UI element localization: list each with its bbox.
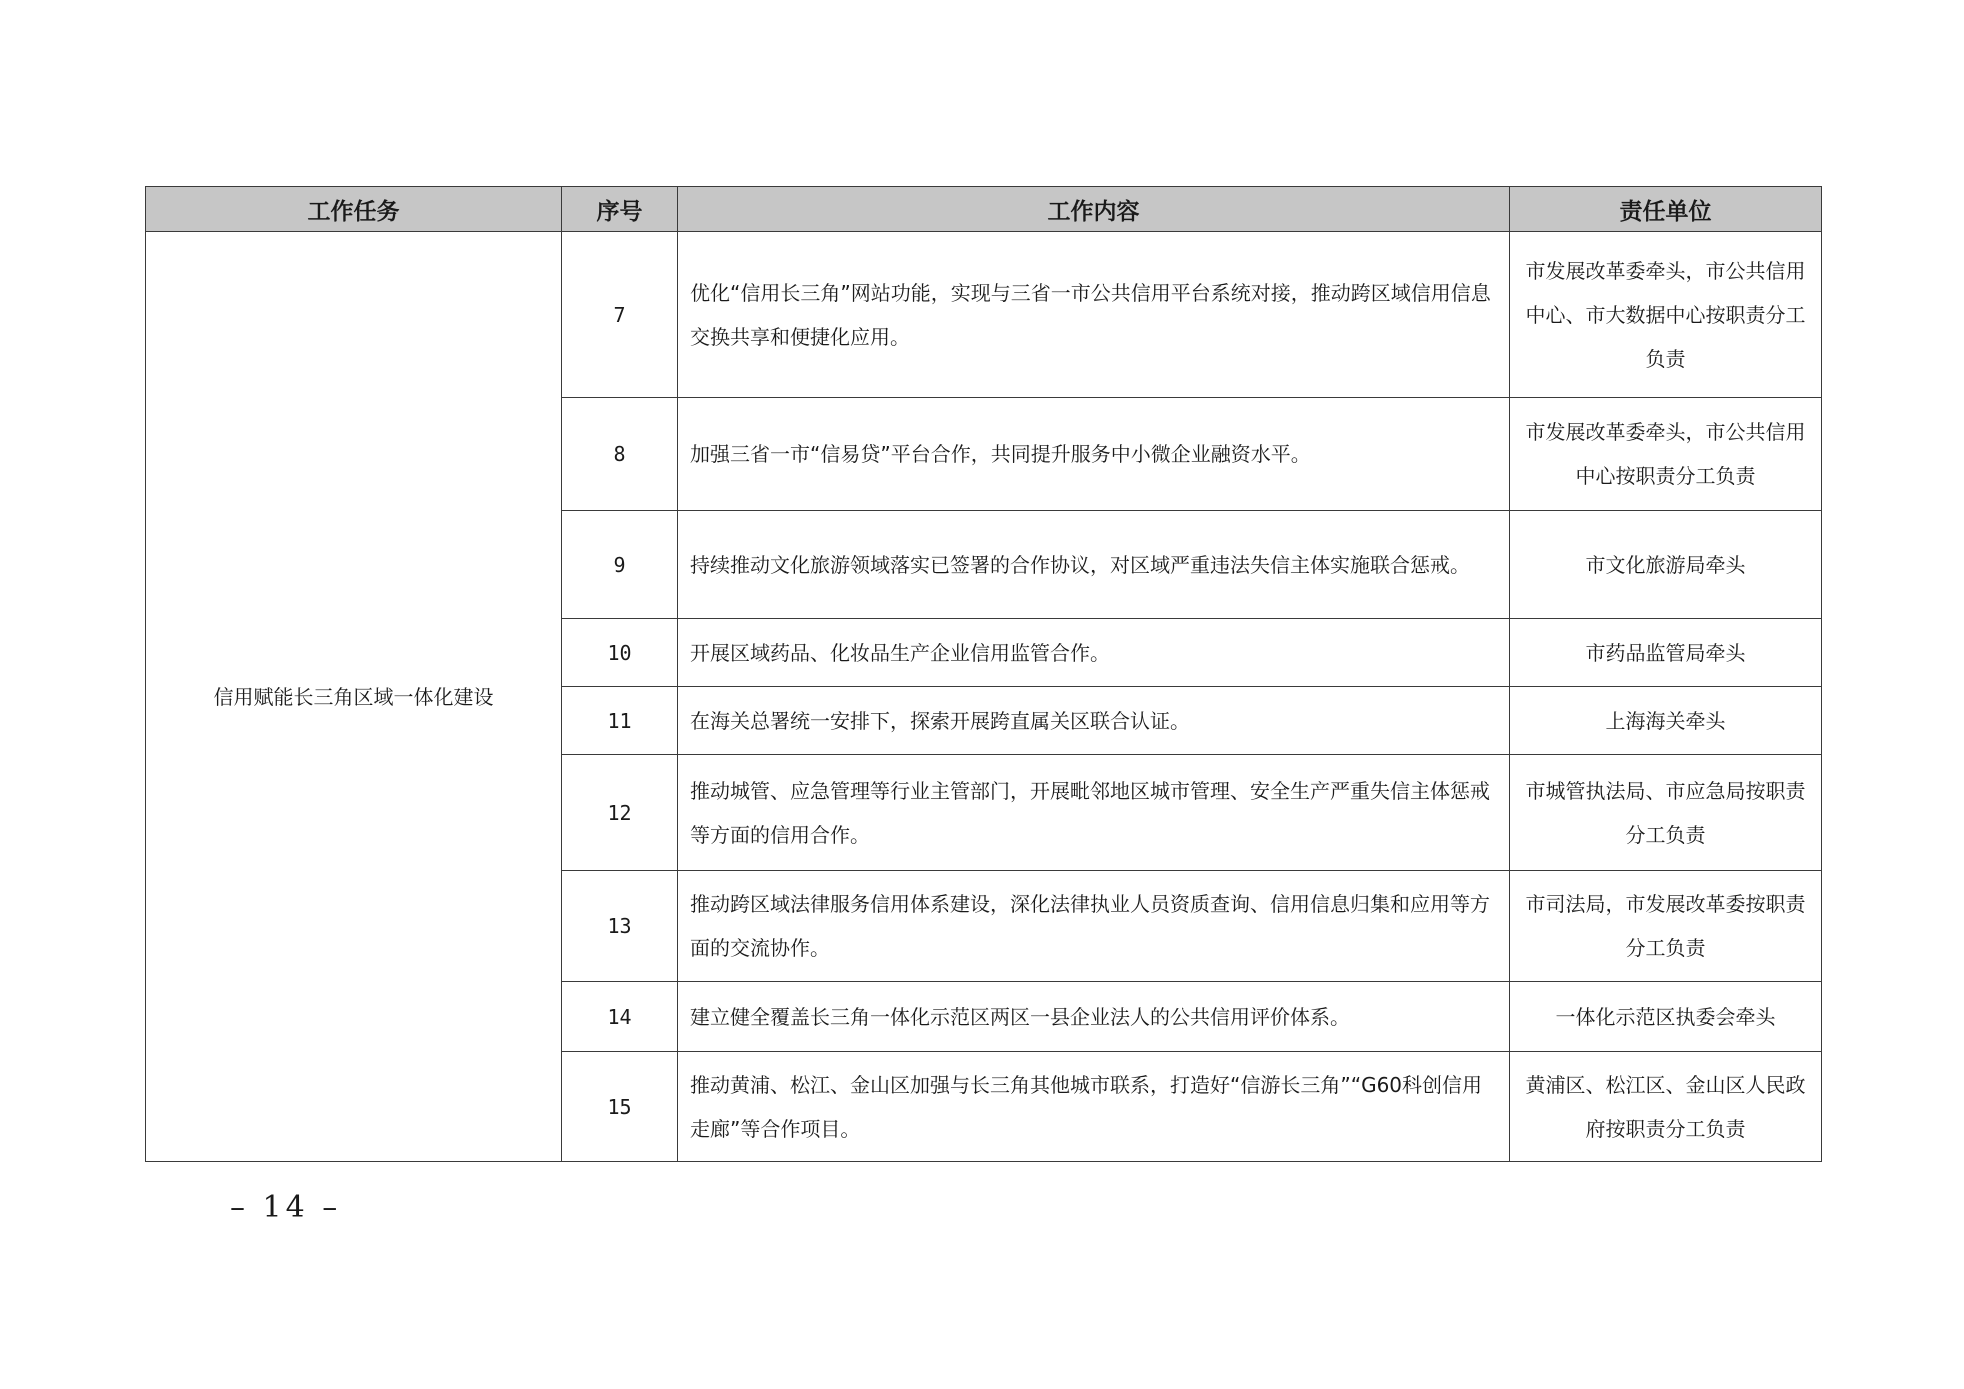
seq-cell: 8 — [562, 398, 678, 511]
content-cell: 推动城管、应急管理等行业主管部门，开展毗邻地区城市管理、安全生产严重失信主体惩戒等方面的信用合作。 — [678, 755, 1510, 871]
content-cell: 推动黄浦、松江、金山区加强与长三角其他城市联系，打造好“信游长三角”“G60科创信用走廊”等合作项目。 — [678, 1052, 1510, 1162]
unit-cell: 上海海关牵头 — [1510, 687, 1822, 755]
seq-cell: 12 — [562, 755, 678, 871]
unit-cell: 市发展改革委牵头，市公共信用中心、市大数据中心按职责分工负责 — [1510, 232, 1822, 398]
table-row — [146, 232, 1822, 398]
seq-cell: 13 — [562, 871, 678, 982]
seq-cell: 14 — [562, 982, 678, 1052]
unit-cell: 市药品监管局牵头 — [1510, 619, 1822, 687]
header-unit: 责任单位 — [1510, 187, 1822, 232]
unit-cell: 市司法局，市发展改革委按职责分工负责 — [1510, 871, 1822, 982]
content-cell: 推动跨区域法律服务信用体系建设，深化法律执业人员资质查询、信用信息归集和应用等方面的交流协作。 — [678, 871, 1510, 982]
page-number: – 14 – — [230, 1190, 342, 1225]
unit-cell: 市文化旅游局牵头 — [1510, 511, 1822, 619]
seq-cell: 7 — [562, 232, 678, 398]
header-task: 工作任务 — [146, 187, 562, 232]
unit-cell: 市城管执法局、市应急局按职责分工负责 — [1510, 755, 1822, 871]
content-cell: 在海关总署统一安排下，探索开展跨直属关区联合认证。 — [678, 687, 1510, 755]
seq-cell: 11 — [562, 687, 678, 755]
header-seq: 序号 — [562, 187, 678, 232]
content-cell: 持续推动文化旅游领域落实已签署的合作协议，对区域严重违法失信主体实施联合惩戒。 — [678, 511, 1510, 619]
header-content: 工作内容 — [678, 187, 1510, 232]
unit-cell: 一体化示范区执委会牵头 — [1510, 982, 1822, 1052]
content-cell: 开展区域药品、化妆品生产企业信用监管合作。 — [678, 619, 1510, 687]
seq-cell: 10 — [562, 619, 678, 687]
content-cell: 优化“信用长三角”网站功能，实现与三省一市公共信用平台系统对接，推动跨区域信用信息交换共享和便捷化应用。 — [678, 232, 1510, 398]
seq-cell: 15 — [562, 1052, 678, 1162]
content-cell: 建立健全覆盖长三角一体化示范区两区一县企业法人的公共信用评价体系。 — [678, 982, 1510, 1052]
unit-cell: 市发展改革委牵头，市公共信用中心按职责分工负责 — [1510, 398, 1822, 511]
content-cell: 加强三省一市“信易贷”平台合作，共同提升服务中小微企业融资水平。 — [678, 398, 1510, 511]
task-table — [145, 186, 1822, 1162]
table-header-row — [146, 187, 1822, 232]
task-cell: 信用赋能长三角区域一体化建设 — [146, 232, 562, 1162]
unit-cell: 黄浦区、松江区、金山区人民政府按职责分工负责 — [1510, 1052, 1822, 1162]
seq-cell: 9 — [562, 511, 678, 619]
